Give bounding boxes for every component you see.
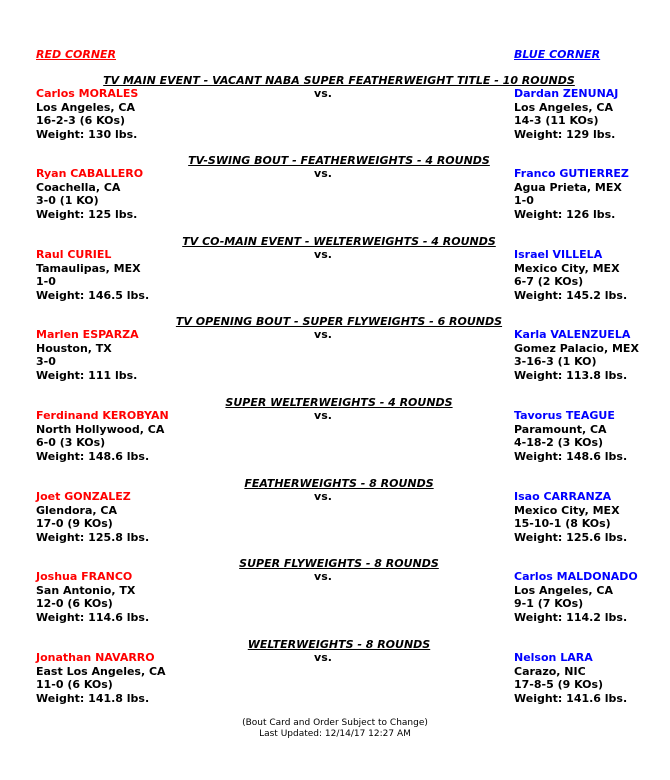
bout-co-main bbox=[0, 235, 670, 315]
fighter-hometown: Mexico City, MEX bbox=[514, 261, 620, 275]
bout-title: SUPER FLYWEIGHTS - 8 ROUNDS bbox=[239, 557, 439, 570]
bout-title: TV OPENING BOUT - SUPER FLYWEIGHTS - 6 ROUNDS bbox=[175, 315, 503, 328]
fighter-record: 15-10-1 (8 KOs) bbox=[514, 517, 611, 530]
fighter-record: 3-16-3 (1 KO) bbox=[514, 355, 597, 368]
fighter-record: 17-0 (9 KOs) bbox=[36, 517, 113, 530]
fighter-record: 16-2-3 (6 KOs) bbox=[36, 114, 126, 127]
fighter-weight: Weight: 126 lbs. bbox=[514, 207, 616, 221]
fighter-name: Tavorus TEAGUE bbox=[514, 409, 615, 422]
fighter-name: Israel VILLELA bbox=[514, 248, 603, 261]
red-corner-header: RED CORNER bbox=[36, 48, 117, 61]
fighter-weight: Weight: 125 lbs. bbox=[36, 207, 138, 221]
fighter-record: 6-0 (3 KOs) bbox=[36, 436, 106, 449]
fighter-hometown: Paramount, CA bbox=[514, 422, 607, 436]
fighter-hometown: North Hollywood, CA bbox=[36, 422, 165, 436]
fighter-weight: Weight: 146.5 lbs. bbox=[36, 288, 150, 302]
fighter-hometown: Glendora, CA bbox=[36, 503, 117, 517]
fighter-record: 17-8-5 (9 KOs) bbox=[514, 678, 604, 691]
fighter-hometown: Mexico City, MEX bbox=[514, 503, 620, 517]
fighter-hometown: Los Angeles, CA bbox=[36, 100, 135, 114]
blue-fighter bbox=[514, 167, 629, 221]
fighter-record: 12-0 (6 KOs) bbox=[36, 597, 113, 610]
fighter-record: 1-0 bbox=[514, 194, 534, 207]
fighter-weight: Weight: 125.6 lbs. bbox=[514, 530, 628, 544]
fighter-name: Ferdinand KEROBYAN bbox=[36, 409, 169, 422]
fighter-weight: Weight: 129 lbs. bbox=[514, 127, 616, 141]
fighter-name: Marlen ESPARZA bbox=[36, 328, 139, 341]
fighter-record: 6-7 (2 KOs) bbox=[514, 275, 584, 288]
bout-title: TV-SWING BOUT - FEATHERWEIGHTS - 4 ROUNDS bbox=[188, 154, 490, 167]
fighter-weight: Weight: 114.6 lbs. bbox=[36, 610, 150, 624]
fighter-record: 4-18-2 (3 KOs) bbox=[514, 436, 604, 449]
fighter-hometown: Coachella, CA bbox=[36, 180, 121, 194]
fighter-hometown: East Los Angeles, CA bbox=[36, 664, 166, 678]
bout-title: FEATHERWEIGHTS - 8 ROUNDS bbox=[244, 477, 434, 490]
fighter-hometown: Agua Prieta, MEX bbox=[514, 180, 622, 194]
fighter-name: Raul CURIEL bbox=[36, 248, 112, 261]
vs-label: vs. bbox=[314, 409, 332, 422]
fighter-hometown: San Antonio, TX bbox=[36, 583, 136, 597]
fighter-name: Isao CARRANZA bbox=[514, 490, 612, 503]
bout-main-event bbox=[0, 74, 670, 154]
fighter-record: 3-0 (1 KO) bbox=[36, 194, 99, 207]
blue-fighter bbox=[514, 328, 639, 382]
fighter-record: 14-3 (11 KOs) bbox=[514, 114, 599, 127]
blue-corner-header: BLUE CORNER bbox=[514, 48, 601, 61]
fighter-weight: Weight: 148.6 lbs. bbox=[514, 449, 628, 463]
bout-title: TV CO-MAIN EVENT - WELTERWEIGHTS - 4 ROUNDS bbox=[182, 235, 496, 248]
footer bbox=[0, 718, 670, 740]
fighter-weight: Weight: 125.8 lbs. bbox=[36, 530, 150, 544]
fighter-record: 1-0 bbox=[36, 275, 56, 288]
bout-opening bbox=[0, 315, 670, 395]
fighter-weight: Weight: 148.6 lbs. bbox=[36, 449, 150, 463]
vs-label: vs. bbox=[314, 167, 332, 180]
bout-title: TV MAIN EVENT - VACANT NABA SUPER FEATHERWEIGHT TITLE - 10 ROUNDS bbox=[103, 74, 575, 87]
bout-welterweights bbox=[0, 638, 670, 718]
fighter-weight: Weight: 113.8 lbs. bbox=[514, 368, 628, 382]
blue-fighter bbox=[514, 570, 638, 624]
blue-fighter bbox=[514, 87, 618, 141]
fighter-weight: Weight: 141.8 lbs. bbox=[36, 691, 150, 705]
blue-fighter bbox=[514, 248, 627, 302]
vs-label: vs. bbox=[314, 328, 332, 341]
bout-super-flyweights bbox=[0, 557, 670, 637]
fighter-name: Carlos MALDONADO bbox=[514, 570, 638, 583]
vs-label: vs. bbox=[314, 651, 332, 664]
fighter-record: 11-0 (6 KOs) bbox=[36, 678, 113, 691]
fighter-hometown: Tamaulipas, MEX bbox=[36, 261, 141, 275]
fighter-record: 3-0 bbox=[36, 355, 56, 368]
blue-fighter bbox=[514, 651, 627, 705]
fighter-hometown: Carazo, NIC bbox=[514, 664, 586, 678]
fighter-record: 9-1 (7 KOs) bbox=[514, 597, 584, 610]
fighter-weight: Weight: 130 lbs. bbox=[36, 127, 138, 141]
blue-fighter bbox=[514, 409, 627, 463]
fighter-hometown: Los Angeles, CA bbox=[514, 100, 613, 114]
vs-label: vs. bbox=[314, 248, 332, 261]
fighter-weight: Weight: 114.2 lbs. bbox=[514, 610, 628, 624]
fighter-hometown: Houston, TX bbox=[36, 341, 112, 355]
fighter-name: Ryan CABALLERO bbox=[36, 167, 144, 180]
blue-fighter bbox=[514, 490, 627, 544]
bout-title: SUPER WELTERWEIGHTS - 4 ROUNDS bbox=[225, 396, 453, 409]
bout-super-welterweights bbox=[0, 396, 670, 476]
fighter-name: Karla VALENZUELA bbox=[514, 328, 631, 341]
fighter-name: Franco GUTIERREZ bbox=[514, 167, 629, 180]
fighter-name: Carlos MORALES bbox=[36, 87, 139, 100]
vs-label: vs. bbox=[314, 570, 332, 583]
vs-label: vs. bbox=[314, 490, 332, 503]
footer-note: (Bout Card and Order Subject to Change) bbox=[242, 718, 428, 728]
fighter-weight: Weight: 111 lbs. bbox=[36, 368, 138, 382]
vs-label: vs. bbox=[314, 87, 332, 100]
fighter-hometown: Gomez Palacio, MEX bbox=[514, 341, 639, 355]
bout-swing bbox=[0, 154, 670, 234]
fighter-hometown: Los Angeles, CA bbox=[514, 583, 613, 597]
fighter-weight: Weight: 145.2 lbs. bbox=[514, 288, 628, 302]
last-updated: Last Updated: 12/14/17 12:27 AM bbox=[259, 729, 411, 739]
fighter-name: Dardan ZENUNAJ bbox=[514, 87, 619, 100]
fighter-name: Jonathan NAVARRO bbox=[36, 651, 155, 664]
fighter-name: Nelson LARA bbox=[514, 651, 593, 664]
fighter-name: Joshua FRANCO bbox=[36, 570, 133, 583]
bout-title: WELTERWEIGHTS - 8 ROUNDS bbox=[247, 638, 431, 651]
fighter-weight: Weight: 141.6 lbs. bbox=[514, 691, 628, 705]
fighter-name: Joet GONZALEZ bbox=[36, 490, 131, 503]
bout-featherweights bbox=[0, 477, 670, 557]
